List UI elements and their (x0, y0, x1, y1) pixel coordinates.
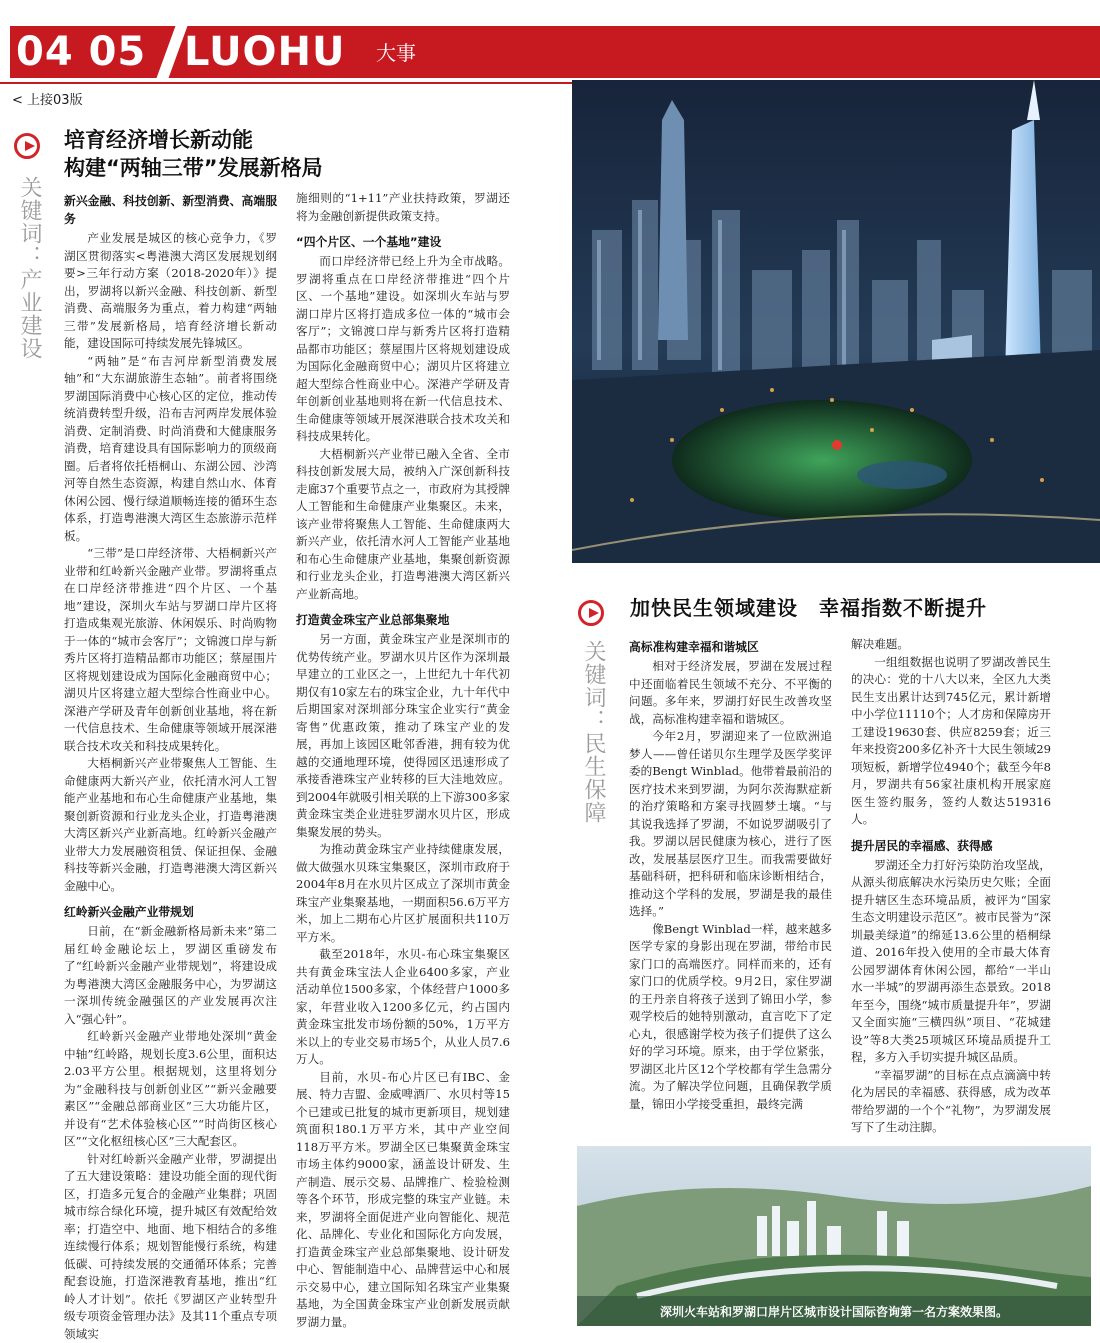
article1-column-1 (64, 190, 277, 1343)
subheading: 新兴金融、科技创新、新型消费、高端服务 (64, 192, 277, 228)
paragraph: 一组组数据也说明了罗湖改善民生的决心：党的十八大以来，全区九大类民生支出累计达到745亿元，累计新增中小学位11110个；人才房和保障房开工建设19630套、供应8259套；近三年来投资200多亿补齐十大民生领域29项短板，新增学位4940个；截至今年8月，罗湖共有56家社康机构开展家庭医生签约服务，签约人数达519316人。 (851, 654, 1051, 829)
article1-headline-line2: 构建“两轴三带”发展新格局 (64, 154, 323, 182)
paragraph: 今年2月，罗湖迎来了一位欧洲追梦人——曾任诺贝尔生理学及医学奖评委的Bengt Winblad。他带着最前沿的医疗技术来到罗湖，为阿尔茨海默症新的治疗策略和方案寻找圆梦土壤。“与其说我选择了罗湖，不如说罗湖吸引了我。罗湖以居民健康为核心，进行了医改，发展基层医疗卫生。而我需要做好基础科研，把科研和临床诊断相结合，推动这个学科的发展，罗湖是我的最佳选择。” (629, 728, 832, 921)
paragraph: 另一方面，黄金珠宝产业是深圳市的优势传统产业。罗湖水贝片区作为深圳最早建立的工业区之一，上世纪九十年代初期仅有10家左右的珠宝企业，九十年代中后期国家对深圳部分珠宝企业实行“黄金寄售”优惠政策，推动了珠宝产业的发展，再加上该园区毗邻香港，拥有较为优越的交通地理环境，使得园区迅速形成了承接香港珠宝产业转移的巨大洼地效应。到2004年就吸引相关联的上下游300多家黄金珠宝类企业进驻罗湖水贝片区，形成集聚发展的势头。 (296, 631, 510, 841)
article2-column-1 (629, 636, 832, 1113)
subheading: 提升居民的幸福感、获得感 (851, 837, 1051, 855)
paragraph-gap (64, 895, 277, 901)
play-arrow-icon (578, 600, 604, 626)
section-name: LUOHU (184, 29, 346, 75)
keyword-vertical-2: 关键词：民生保障 (580, 640, 606, 824)
paragraph: 目前，水贝-布心片区已有IBC、金展、特力吉盟、金威啤酒厂、水贝村等15个已建或已批复的城市更新项目，规划建筑面积180.1万平方米，其中产业空间118万平方米。罗湖全区已集聚黄金珠宝市场主体约9000家，涵盖设计研发、生产制造、展示交易、品牌推广、检验检测等各个环节，形成完整的珠宝产业链。未来，罗湖将全面促进产业向智能化、规范化、品牌化、专业化和国际化方向发展，打造黄金珠宝产业总部集聚地、设计研发中心、智能制造中心、品牌营运中心和展示交易中心，建立国际知名珠宝产业集聚基地，为全国黄金珠宝产业创新发展贡献罗湖力量。 (296, 1069, 510, 1332)
paragraph: 为推动黄金珠宝产业持续健康发展，做大做强水贝珠宝集聚区，深圳市政府于2004年8月在水贝片区成立了深圳市黄金珠宝产业集聚基地，一期面积56.6万平方米，加上二期布心片区扩展面积共110万平方米。 (296, 841, 510, 946)
subheading: “四个片区、一个基地”建设 (296, 233, 510, 251)
paragraph-gap (296, 225, 510, 231)
keyword-vertical-1: 关键词：产业建设 (16, 176, 42, 360)
paragraph: “三带”是口岸经济带、大梧桐新兴产业带和红岭新兴金融产业带。罗湖将重点在口岸经济带推进“四个片区、一个基地”建设，深圳火车站与罗湖口岸片区将打造成集观光旅游、休闲娱乐、时尚购物于一体的“城市会客厅”；文锦渡口岸与新秀片区将打造精品都市功能区；蔡屋围片区将规划建设成为国际化金融商贸中心；湖贝片区将建立超大型综合性商业中心。深港产学研及青年创新创业基地，将在新一代信息技术、生命健康等领域开展深港联合技术攻关和科技成果转化。 (64, 545, 277, 755)
paragraph: 大梧桐新兴产业带聚焦人工智能、生命健康两大新兴产业，依托清水河人工智能产业基地和布心生命健康产业基地，集聚创新资源和行业龙头企业，打造粤港澳大湾区新兴产业新高地。红岭新兴金融产业带大力发展融资租赁、保证担保、金融科技等新兴金融，打造粤港澳大湾区新兴金融中心。 (64, 755, 277, 895)
paragraph: “两轴”是“布吉河岸新型消费发展轴”和“大东湖旅游生态轴”。前者将围绕罗湖国际消费中心核心区的定位，推动传统消费转型升级，沿布吉河两岸发展体验消费、定制消费、时尚消费和大健康服务消费，培育建设具有国际影响力的顶级商圈。后者将依托梧桐山、东湖公园、沙湾河等自然生态资源，构建自然山水、体育休闲公园、慢行绿道顺畅连接的循环生态体系，打造粤港澳大湾区生态旅游示范样板。 (64, 353, 277, 546)
subheading: 打造黄金珠宝产业总部集聚地 (296, 611, 510, 629)
subheading: 高标准构建幸福和谐城区 (629, 638, 832, 656)
continued-from-link[interactable]: < 上接03版 (12, 93, 83, 109)
paragraph: 日前，在“新金融新格局新未来”第二届红岭金融论坛上，罗湖区重磅发布了“红岭新兴金融产业带规划”，将建设成为粤港澳大湾区金融服务中心，为罗湖这一深圳传统金融强区的产业发展再次注入“强心针”。 (64, 923, 277, 1028)
paragraph: 红岭新兴金融产业带地处深圳“黄金中轴”红岭路，规划长度3.6公里，面积达2.03平方公里。根据规划，这里将划分为“金融科技与创新创业区”“新兴金融要素区”“金融总部商业区”三大功能片区，并设有“艺术体验核心区”“时尚街区核心区”“文化枢纽核心区”三大配套区。 (64, 1028, 277, 1151)
urban-design-rendering-photo (577, 1146, 1091, 1326)
article2-column-2 (851, 636, 1051, 1137)
paragraph: 像Bengt Winblad一样，越来越多医学专家的身影出现在罗湖，带给市民家门口的高端医疗。同样而来的，还有家门口的优质学校。9月2日，家住罗湖的王丹亲自将孩子送到了锦田小学，参观学校后的她特别激动，直言吃下了定心丸，很感谢学校为孩子们提供了这么好的学习环境。原来，由于学位紧张，罗湖区北片区12个学校都有学生急需分流。为了解决学位问题，且确保教学质量，锦田小学接受重担，最终完满 (629, 921, 832, 1114)
paragraph-continued: 解决难题。 (851, 636, 1051, 654)
paragraph: “幸福罗湖”的目标在点点滴滴中转化为居民的幸福感、获得感，成为改革带给罗湖的一个个“礼物”，为罗湖发展写下了生动注脚。 (851, 1067, 1051, 1137)
paragraph: 大梧桐新兴产业带已融入全省、全市科技创新发展大局，被纳入广深创新科技走廊37个重要节点之一，市政府为其授牌人工智能和生命健康产业集聚区。未来，该产业带将聚焦人工智能、生命健康两大新兴产业，依托清水河人工智能产业基地和布心生命健康产业基地，集聚创新资源和行业龙头企业，打造粤港澳大湾区新兴产业新高地。 (296, 446, 510, 604)
article1-column-2 (296, 190, 510, 1331)
paragraph: 针对红岭新兴金融产业带，罗湖提出了五大建设策略：建设功能全面的现代街区，打造多元复合的金融产业集群；巩固城市综合绿化环境，提升城区有效配给效率；打造空中、地面、地下相结合的多维连续慢行体系；规划智能慢行系统，构建低碳、可持续发展的交通循环体系；完善配套设施，打造深港教育基地，推出“红岭人才计划”。依托《罗湖区产业转型升级专项资金管理办法》及其11个重点专项领域实 (64, 1151, 277, 1343)
paragraph: 截至2018年，水贝-布心珠宝集聚区共有黄金珠宝法人企业6400多家，产业活动单位1500多家，个体经营户1000多家，年营业收入1200多亿元，约占国内黄金珠宝批发市场份额的50%，1万平方米以上的专业交易市场5个，从业人员7.6万人。 (296, 946, 510, 1069)
paragraph: 而口岸经济带已经上升为全市战略。罗湖将重点在口岸经济带推进“四个片区、一个基地”建设。如深圳火车站与罗湖口岸片区将打造成多位一体的“城市会客厅”；文锦渡口岸与新秀片区将打造精品都市功能区；蔡屋围片区将规划建设成为国际化金融商贸中心；湖贝片区将建立超大型综合性商业中心。深港产学研及青年创新创业基地则将在新一代信息技术、生命健康等领域开展深港联合技术攻关和科技成果转化。 (296, 253, 510, 446)
play-arrow-icon (14, 133, 40, 159)
photo-caption: 深圳火车站和罗湖口岸片区城市设计国际咨询第一名方案效果图。 (577, 1304, 1091, 1320)
paragraph-continued: 施细则的“1+11”产业扶持政策，罗湖还将为金融创新提供政策支持。 (296, 190, 510, 225)
paragraph: 罗湖还全力打好污染防治攻坚战，从源头彻底解决水污染历史欠账；全面提升辖区生态环境品质，被评为“国家生态文明建设示范区”。被市民誉为“深圳最美绿道”的绵延13.6公里的梧桐绿道、2016年投入使用的全市最大体育公园罗湖体育休闲公园，都给“一半山水一半城”的罗湖再添生态景致。2018年至今，围绕“城市质量提升年”，罗湖又全面实施“三横四纵”项目、“花城建设”等8大类25项城区环境品质提升工程，多方入手切实提升城区品质。 (851, 857, 1051, 1067)
article2-headline: 加快民生领域建设 幸福指数不断提升 (630, 594, 987, 622)
article1-headline-line1: 培育经济增长新动能 (64, 126, 323, 154)
city-night-photo (572, 80, 1100, 563)
section-tag: 大事 (376, 41, 416, 65)
page-header-banner (10, 26, 1100, 78)
paragraph-gap (851, 829, 1051, 835)
page-numbers: 04 05 (16, 29, 146, 75)
subheading: 红岭新兴金融产业带规划 (64, 903, 277, 921)
paragraph-gap (296, 603, 510, 609)
paragraph: 相对于经济发展，罗湖在发展过程中还面临着民生领域不充分、不平衡的问题。多年来，罗湖打好民生改善攻坚战，高标准构建幸福和谐城区。 (629, 658, 832, 728)
paragraph: 产业发展是城区的核心竞争力，《罗湖区贯彻落实<粤港澳大湾区发展规划纲要>三年行动方案（2018-2020年）》提出，罗湖将以新兴金融、科技创新、新型消费、高端服务为重点，着力构建“两轴三带”发展新格局，培育经济增长新动能，建设国际可持续发展先锋城区。 (64, 230, 277, 353)
article1-headline (64, 126, 323, 182)
